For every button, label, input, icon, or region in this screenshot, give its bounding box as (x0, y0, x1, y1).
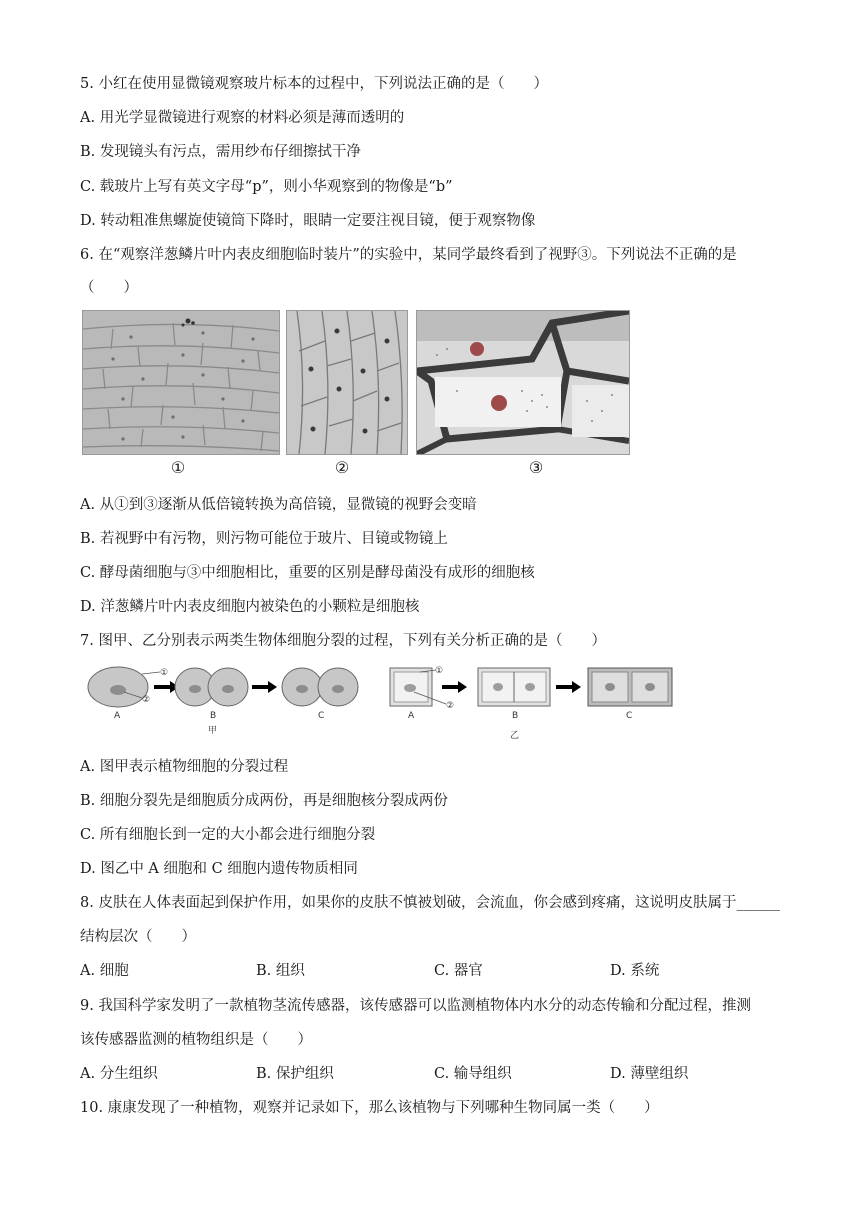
plant-cell-c (588, 668, 672, 706)
q7-option-a: A. 图甲表示植物细胞的分裂过程 (80, 759, 289, 775)
q8-option-d: D. 系统 (610, 963, 660, 979)
q9-option-c: C. 输导组织 (434, 1066, 512, 1082)
q8-stem-line2: 结构层次（ ） (80, 929, 196, 945)
q8-options (80, 961, 780, 981)
q9-stem-line2: 该传感器监测的植物组织是（ ） (80, 1032, 312, 1048)
q6-option-b: B. 若视野中有污物，则污物可能位于玻片、目镜或物镜上 (80, 531, 448, 547)
callout-2: ② (142, 695, 151, 705)
animal-cell-c (282, 668, 358, 706)
yi-stage-b: B (512, 711, 519, 721)
q6-stem-line2: （ ） (80, 280, 138, 296)
jia-stage-c: C (318, 711, 325, 721)
q7-option-c: C. 所有细胞长到一定的大小都会进行细胞分裂 (80, 827, 376, 843)
q5-option-a: A. 用光学显微镜进行观察的材料必须是薄而透明的 (80, 110, 405, 126)
q8-option-a: A. 细胞 (80, 963, 129, 979)
q9-options (80, 1064, 780, 1084)
q6-option-c: C. 酵母菌细胞与③中细胞相比，重要的区别是酵母菌没有成形的细胞核 (80, 565, 535, 581)
q5-option-b: B. 发现镜头有污点，需用纱布仔细擦拭干净 (80, 144, 361, 160)
q5-option-d: D. 转动粗准焦螺旋使镜筒下降时，眼睛一定要注视目镜，便于观察物像 (80, 213, 536, 229)
q7-option-b: B. 细胞分裂先是细胞质分成两份，再是细胞核分裂成两份 (80, 793, 448, 809)
micrograph-2 (286, 310, 408, 455)
callout-yi-2: ② (446, 701, 455, 711)
animal-cell-b (175, 668, 248, 706)
micrograph-1-caption: ① (170, 458, 186, 477)
q5-option-c: C. 载玻片上写有英文字母“p”，则小华观察到的物像是“b” (80, 179, 453, 195)
q5-stem: 5. 小红在使用显微镜观察玻片标本的过程中，下列说法正确的是（ ） (80, 76, 548, 92)
q7-stem: 7. 图甲、乙分别表示两类生物体细胞分裂的过程，下列有关分析正确的是（ ） (80, 633, 606, 649)
callout-1: ① (160, 668, 169, 678)
q7-option-d: D. 图乙中 A 细胞和 C 细胞内遗传物质相同 (80, 861, 358, 877)
micrograph-3-caption: ③ (528, 458, 544, 477)
q9-stem-line1: 9. 我国科学家发明了一款植物茎流传感器，该传感器可以监测植物体内水分的动态传输和分配过程，推测 (80, 998, 751, 1014)
jia-stage-b: B (210, 711, 217, 721)
q6-option-d: D. 洋葱鳞片叶内表皮细胞内被染色的小颗粒是细胞核 (80, 599, 420, 615)
q9-option-b: B. 保护组织 (256, 1066, 334, 1082)
jia-label: 甲 (208, 726, 218, 736)
q8-stem-line1: 8. 皮肤在人体表面起到保护作用，如果你的皮肤不慎被划破，会流血，你会感到疼痛，这说明皮肤属于______ (80, 895, 780, 911)
micrograph-2-caption: ② (334, 458, 350, 477)
micrograph-3 (416, 310, 630, 455)
yi-label: 乙 (510, 731, 520, 741)
q8-option-c: C. 器官 (434, 963, 483, 979)
q10-stem: 10. 康康发现了一种植物，观察并记录如下，那么该植物与下列哪种生物同属一类（ ） (80, 1100, 659, 1116)
jia-stage-a: A (114, 711, 121, 721)
callout-yi-1: ① (435, 666, 444, 676)
yi-stage-a: A (408, 711, 415, 721)
micrograph-1 (82, 310, 280, 455)
q6-stem-line1: 6. 在“观察洋葱鳞片叶内表皮细胞临时装片”的实验中，某同学最终看到了视野③。下列说法不正确的是 (80, 247, 737, 263)
q6-option-a: A. 从①到③逐渐从低倍镜转换为高倍镜，显微镜的视野会变暗 (80, 497, 477, 513)
q8-option-b: B. 组织 (256, 963, 305, 979)
q9-option-d: D. 薄壁组织 (610, 1066, 689, 1082)
cell-division-figure (80, 660, 680, 742)
q9-option-a: A. 分生组织 (80, 1066, 158, 1082)
yi-stage-c: C (626, 711, 633, 721)
plant-cell-b (478, 668, 550, 706)
